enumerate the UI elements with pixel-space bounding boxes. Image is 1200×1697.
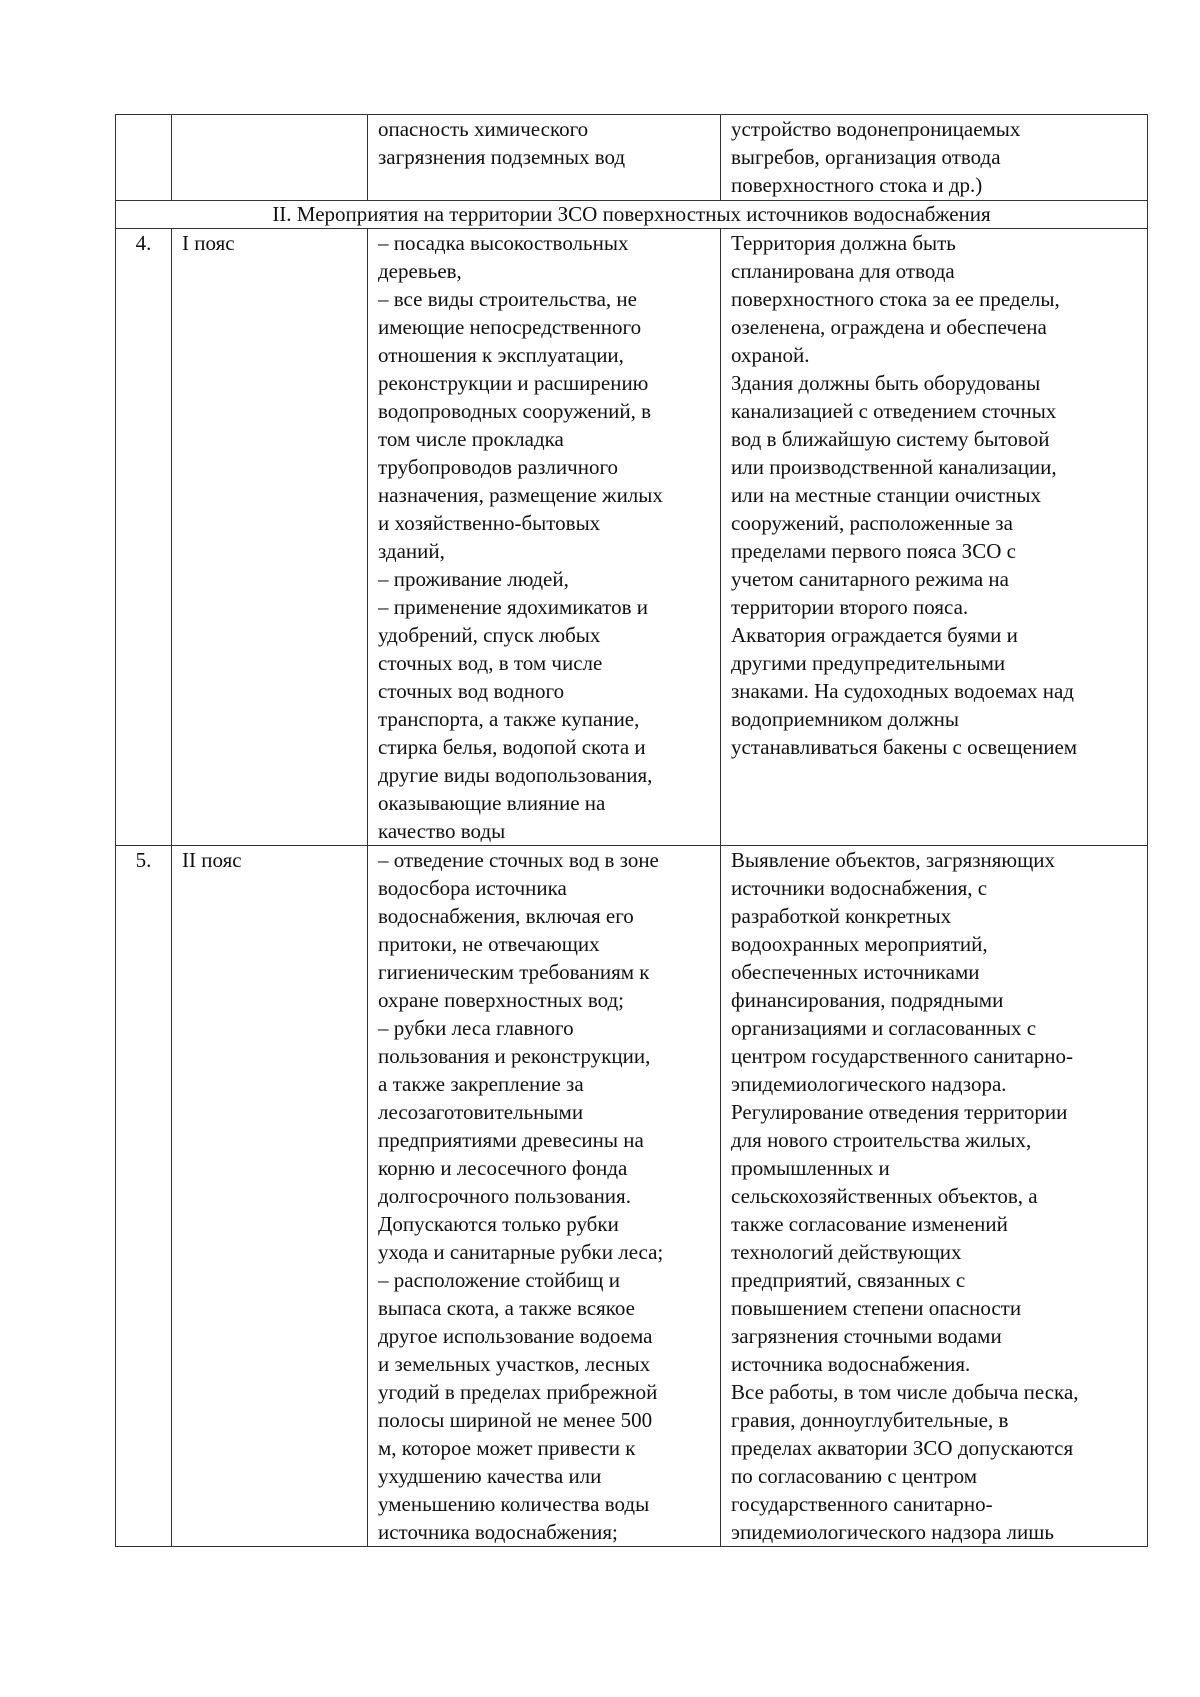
section-heading-row	[116, 201, 1148, 229]
row-number-cell: 4.	[116, 229, 172, 846]
measures-cell: Выявление объектов, загрязняющих источники водоснабжения, с разработкой конкретных водоохранных мероприятий, обеспеченных источниками финансирования, подрядными организациями и согласованных с центром государственного санитарно- эпидемиологического надзора. Регулирование отведения территории для нового строительства жилых, промышленных и сельскохозяйственных объектов, а также согласование изменений технологий действующих предприятий, связанных с повышением степени опасности загрязнения сточными водами источника водоснабжения. Все работы, в том числе добыча песка, гравия, донноуглубительные, в пределах акватории ЗСО допускаются по согласованию с центром государственного санитарно- эпидемиологического надзора лишь	[721, 846, 1148, 1547]
prohibited-activities-cell: – посадка высокоствольных деревьев, – все виды строительства, не имеющие непосредственного отношения к эксплуатации, реконструкции и расширению водопроводных сооружений, в том числе прокладка трубопроводов различного назначения, размещение жилых и хозяйственно-бытовых зданий, – проживание людей, – применение ядохимикатов и удобрений, спуск любых сточных вод, в том числе сточных вод водного транспорта, а также купание, стирка белья, водопой скота и другие виды водопользования, оказывающие влияние на качество воды	[368, 229, 721, 846]
zone-cell	[172, 115, 368, 201]
prohibited-activities-cell: – отведение сточных вод в зоне водосбора источника водоснабжения, включая его притоки, не отвечающих гигиеническим требованиям к охране поверхностных вод; – рубки леса главного пользования и реконструкции, а также закрепление за лесозаготовительными предприятиями древесины на корню и лесосечного фонда долгосрочного пользования. Допускаются только рубки ухода и санитарные рубки леса; – расположение стойбищ и выпаса скота, а также всякое другое использование водоема и земельных участков, лесных угодий в пределах прибрежной полосы шириной не менее 500 м, которое может привести к ухудшению качества или уменьшению количества воды источника водоснабжения;	[368, 846, 721, 1547]
table-row	[116, 846, 1148, 1547]
row-number-cell	[116, 115, 172, 201]
prohibited-activities-cell: опасность химического загрязнения подземных вод	[368, 115, 721, 201]
measures-cell: устройство водонепроницаемых выгребов, организация отвода поверхностного стока и др.)	[721, 115, 1148, 201]
table-row	[116, 229, 1148, 846]
section-heading: II. Мероприятия на территории ЗСО поверхностных источников водоснабжения	[116, 201, 1148, 229]
table-row	[116, 115, 1148, 201]
zone-cell: I пояс	[172, 229, 368, 846]
zone-cell: II пояс	[172, 846, 368, 1547]
row-number-cell: 5.	[116, 846, 172, 1547]
measures-cell: Территория должна быть спланирована для отвода поверхностного стока за ее пределы, озеленена, ограждена и обеспечена охраной. Здания должны быть оборудованы канализацией с отведением сточных вод в ближайшую систему бытовой или производственной канализации, или на местные станции очистных сооружений, расположенные за пределами первого пояса ЗСО с учетом санитарного режима на территории второго пояса. Акватория ограждается буями и другими предупредительными знаками. На судоходных водоемах над водоприемником должны устанавливаться бакены с освещением	[721, 229, 1148, 846]
sanitary-zone-table	[115, 114, 1148, 1547]
